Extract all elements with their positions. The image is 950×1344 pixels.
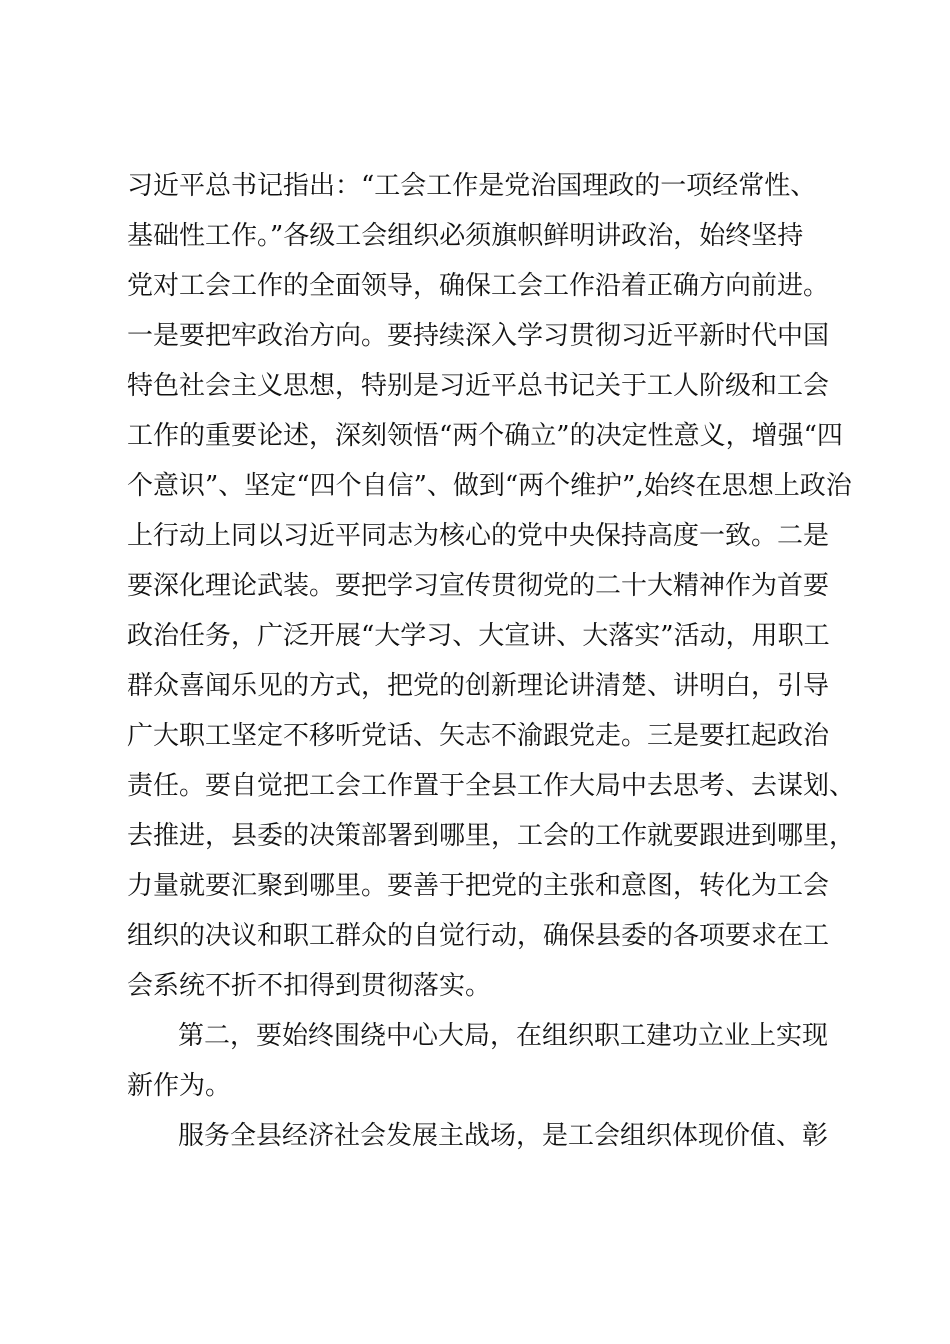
section-heading-line: 第二，要始终围绕中心大局，在组织职工建功立业上实现 [178, 1021, 829, 1051]
text-line: 工作的重要论述，深刻领悟“两个确立”的决定性意义，增强“四 [127, 421, 843, 451]
text-line: 会系统不折不扣得到贯彻落实。 [127, 971, 492, 1001]
text-line: 政治任务，广泛开展“大学习、大宣讲、大落实”活动，用职工 [127, 621, 830, 651]
text-line: 一是要把牢政治方向。要持续深入学习贯彻习近平新时代中国 [127, 321, 830, 351]
text-line: 力量就要汇聚到哪里。要善于把党的主张和意图，转化为工会 [127, 871, 830, 901]
text-line: 基础性工作。”各级工会组织必须旗帜鲜明讲政治，始终坚持 [127, 221, 804, 251]
text-line: 要深化理论武装。要把学习宣传贯彻党的二十大精神作为首要 [127, 571, 830, 601]
text-line: 责任。要自觉把工会工作置于全县工作大局中去思考、去谋划、 [127, 771, 856, 801]
text-line: 上行动上同以习近平同志为核心的党中央保持高度一致。二是 [127, 521, 830, 551]
text-line: 群众喜闻乐见的方式，把党的创新理论讲清楚、讲明白，引导 [127, 671, 830, 701]
text-line: 服务全县经济社会发展主战场，是工会组织体现价值、彰 [178, 1121, 829, 1151]
text-line: 组织的决议和职工群众的自觉行动，确保县委的各项要求在工 [127, 921, 830, 951]
text-line: 去推进，县委的决策部署到哪里，工会的工作就要跟进到哪里， [127, 821, 856, 851]
text-line: 党对工会工作的全面领导，确保工会工作沿着正确方向前进。 [127, 271, 830, 301]
text-line: 特色社会主义思想，特别是习近平总书记关于工人阶级和工会 [127, 371, 830, 401]
text-line: 个意识”、坚定“四个自信”、做到“两个维护”,始终在思想上政治 [127, 471, 852, 501]
text-line: 习近平总书记指出：“工会工作是党治国理政的一项经常性、 [127, 171, 817, 201]
section-heading-line: 新作为。 [127, 1071, 232, 1101]
text-line: 广大职工坚定不移听党话、矢志不渝跟党走。三是要扛起政治 [127, 721, 830, 751]
